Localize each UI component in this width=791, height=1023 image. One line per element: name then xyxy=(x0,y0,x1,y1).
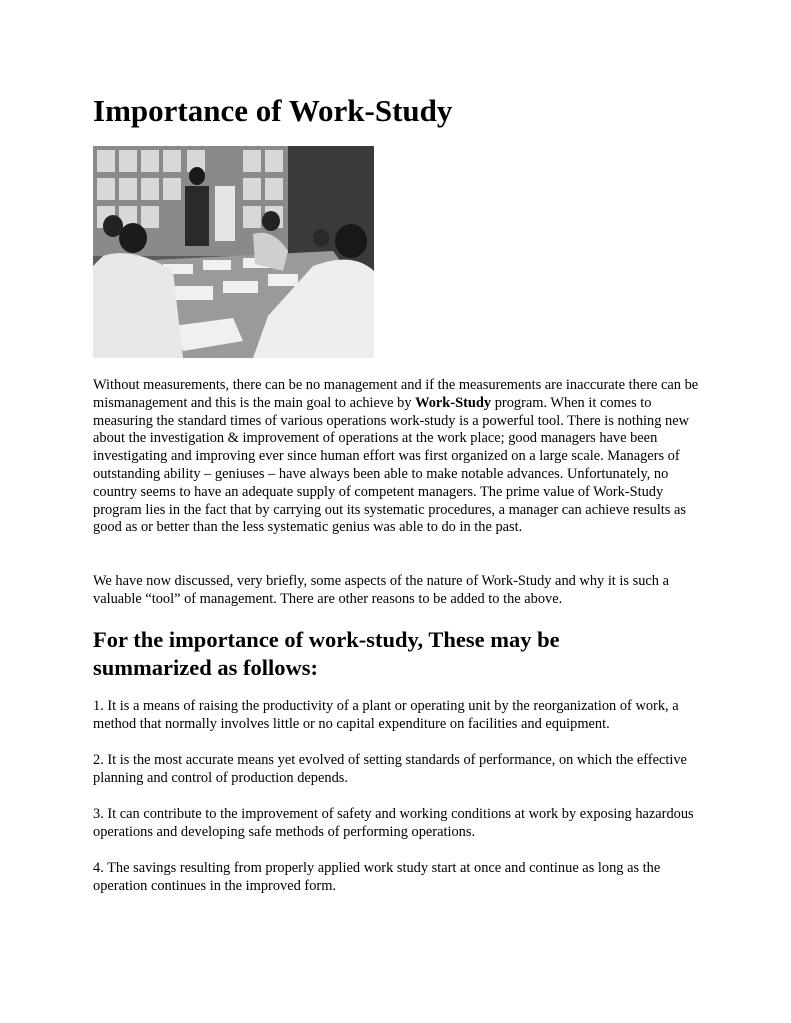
list-item: 1. It is a means of raising the productivity of a plant or operating unit by the reorganization of work, a method that normally involves little or no capital expenditure on facilities and equipment. xyxy=(93,698,679,732)
list-item: 2. It is the most accurate means yet evolved of setting standards of performance, on which the effective planning and control of production depends. xyxy=(93,752,687,786)
list-item: 4. The savings resulting from properly applied work study start at once and continue as long as the operation continues in the improved form. xyxy=(93,860,661,894)
meeting-photo xyxy=(93,146,374,358)
second-paragraph: We have now discussed, very briefly, some aspects of the nature of Work-Study and why it is such a valuable “tool” of management. There are other reasons to be added to the above. xyxy=(93,573,669,607)
intro-paragraph xyxy=(93,377,703,537)
list-item: 3. It can contribute to the improvement of safety and working conditions at work by exposing hazardous operations and developing safe methods of performing operations. xyxy=(93,806,694,840)
intro-text-start: Without measurements, there can be no management and if the measurements are inaccurate there can be mismanagement and this is the main goal to achieve by xyxy=(93,377,699,411)
section-heading: For the importance of work-study, These may be summarized as follows: xyxy=(93,627,560,680)
article-title: Importance of Work-Study xyxy=(93,93,453,128)
work-study-term: Work-Study xyxy=(415,394,492,411)
intro-text-end: program. When it comes to measuring the standard times of various operations work-study is a powerful tool. There is nothing new about the investigation & improvement of operations at the work place; good managers have been investigating and improving ever since human effort was first organized on a large scale. Managers of outstanding ability – geniuses – have always been able to make notable advances. Unfortunately, no country seems to have an adequate supply of competent managers. The prime value of Work-Study program lies in the fact that by carrying out its systematic procedures, a manager can achieve results as good as or better than the less systematic genius was able to do in the past. xyxy=(93,394,690,536)
